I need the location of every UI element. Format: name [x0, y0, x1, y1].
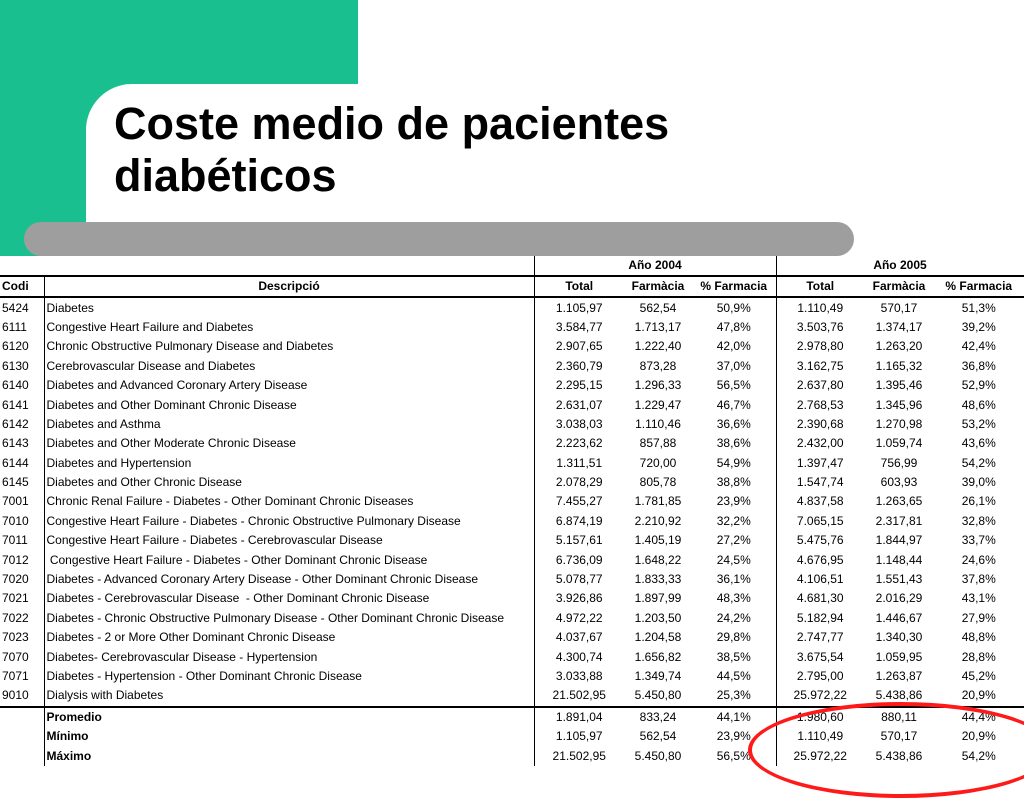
cell-total-2004: 3.926,86: [555, 591, 603, 606]
cell-pct-farmacia-2004: 23,9%: [692, 727, 776, 746]
cell-total-2004: 4.300,74: [555, 649, 603, 664]
cell-descripcio: Chronic Obstructive Pulmonary Disease and Diabetes: [44, 337, 534, 356]
cell-total-2005: 1.547,74: [796, 475, 844, 490]
cell-descripcio: Diabetes- Cerebrovascular Disease - Hypertension: [44, 647, 534, 666]
cell-codi: 7070: [0, 647, 44, 666]
cell-farmacia-2005: 1.345,96: [875, 397, 923, 412]
cell-farmacia-2004: 1.897,99: [634, 591, 682, 606]
cell-pct-farmacia-2005: 44,4%: [934, 707, 1024, 727]
cell-pct-farmacia-2004: 38,8%: [692, 473, 776, 492]
cell-farmacia-2005: 1.844,97: [875, 533, 923, 548]
cell-farmacia-2004: 805,78: [639, 475, 677, 490]
table-row: [0, 415, 1024, 434]
cell-pct-farmacia-2004: 25,3%: [692, 686, 776, 706]
cell-total-2005: 2.768,53: [796, 397, 844, 412]
col-header-total-2005: Total: [776, 276, 864, 297]
cell-total-2005: 2.390,68: [796, 416, 844, 431]
cell-codi: 6143: [0, 434, 44, 453]
cell-pct-farmacia-2005: 54,2%: [934, 746, 1024, 765]
cell-descripcio: Congestive Heart Failure - Diabetes - Cerebrovascular Disease: [44, 531, 534, 550]
cell-descripcio: Cerebrovascular Disease and Diabetes: [44, 357, 534, 376]
cell-total-2004: 5.157,61: [555, 533, 603, 548]
table-row: [0, 550, 1024, 569]
cell-total-2005: 1.397,47: [796, 455, 844, 470]
cell-pct-farmacia-2005: 53,2%: [934, 415, 1024, 434]
cell-pct-farmacia-2004: 44,1%: [692, 707, 776, 727]
cell-farmacia-2004: 1.648,22: [634, 552, 682, 567]
cell-total-2005: 4.837,58: [796, 494, 844, 509]
table-row: [0, 492, 1024, 511]
cell-farmacia-2004: 1.229,47: [634, 397, 682, 412]
cell-descripcio: Diabetes: [44, 297, 534, 317]
cell-total-2005: 7.065,15: [796, 513, 844, 528]
cell-descripcio: Diabetes - Advanced Coronary Artery Disease - Other Dominant Chronic Disease: [44, 570, 534, 589]
cell-farmacia-2004: 5.450,80: [634, 748, 682, 763]
cell-codi: 6144: [0, 454, 44, 473]
cell-farmacia-2005: 1.263,65: [875, 494, 923, 509]
cell-descripcio: Diabetes and Hypertension: [44, 454, 534, 473]
col-header-farmacia-2004: Farmàcia: [624, 276, 692, 297]
cell-descripcio: Dialysis with Diabetes: [44, 686, 534, 706]
cell-farmacia-2004: 1.349,74: [634, 669, 682, 683]
table-row: [0, 647, 1024, 666]
cell-codi: 6142: [0, 415, 44, 434]
cell-farmacia-2004: 1.203,50: [634, 610, 682, 625]
cell-total-2005: 25.972,22: [776, 686, 864, 706]
cell-pct-farmacia-2005: 27,9%: [934, 609, 1024, 628]
cell-pct-farmacia-2005: 48,6%: [934, 395, 1024, 414]
cell-pct-farmacia-2004: 38,6%: [692, 434, 776, 453]
cell-farmacia-2005: 1.263,87: [875, 669, 923, 683]
cell-pct-farmacia-2004: 42,0%: [692, 337, 776, 356]
cell-farmacia-2004: 720,00: [639, 455, 677, 470]
cell-total-2004: 6.874,19: [555, 513, 603, 528]
table-body: [0, 297, 1024, 706]
cell-total-2004: 2.078,29: [555, 475, 603, 490]
cell-farmacia-2004: 1.405,19: [634, 533, 682, 548]
cell-codi: 7001: [0, 492, 44, 511]
cell-total-2004: 2.360,79: [555, 358, 603, 373]
cell-farmacia-2004: 562,54: [639, 729, 677, 744]
cell-codi: 6141: [0, 395, 44, 414]
table-summary: [0, 707, 1024, 766]
year-header-row: [0, 256, 1024, 276]
cell-descripcio: Congestive Heart Failure - Diabetes - Other Dominant Chronic Disease: [44, 550, 534, 569]
cell-farmacia-2004: 873,28: [639, 358, 677, 373]
cell-descripcio: Diabetes and Advanced Coronary Artery Disease: [44, 376, 534, 395]
cell-pct-farmacia-2004: 24,5%: [692, 550, 776, 569]
cell-pct-farmacia-2005: 39,2%: [934, 318, 1024, 337]
cell-pct-farmacia-2005: 39,0%: [934, 473, 1024, 492]
cell-pct-farmacia-2004: 46,7%: [692, 395, 776, 414]
cell-total-2005: 1.110,49: [797, 729, 844, 744]
column-header-row: [0, 276, 1024, 297]
cell-codi: 7071: [0, 667, 44, 686]
cell-pct-farmacia-2004: 36,1%: [692, 570, 776, 589]
cell-total-2004: 1.105,97: [555, 729, 603, 744]
cell-pct-farmacia-2004: 29,8%: [692, 628, 776, 647]
cell-farmacia-2005: 2.317,81: [875, 513, 923, 528]
cell-farmacia-2004: 562,54: [639, 300, 677, 315]
summary-row: [0, 727, 1024, 746]
cell-codi: 7023: [0, 628, 44, 647]
slide-title-line-1: Coste medio de pacientes: [114, 98, 670, 149]
cell-codi: 6120: [0, 337, 44, 356]
cell-total-2004: 4.037,67: [555, 630, 603, 645]
cell-farmacia-2005: 2.016,29: [875, 591, 923, 606]
cell-pct-farmacia-2005: 20,9%: [934, 727, 1024, 746]
cell-total-2005: 1.110,49: [797, 300, 844, 315]
cell-farmacia-2004: 1.204,58: [634, 630, 682, 645]
cell-farmacia-2005: 880,11: [881, 709, 917, 724]
cell-descripcio: Diabetes - 2 or More Other Dominant Chronic Disease: [44, 628, 534, 647]
table-row: [0, 473, 1024, 492]
cell-pct-farmacia-2004: 47,8%: [692, 318, 776, 337]
cell-farmacia-2004: 1.833,33: [634, 572, 682, 587]
cell-total-2005: 4.676,95: [796, 552, 844, 567]
cell-pct-farmacia-2004: 48,3%: [692, 589, 776, 608]
cell-pct-farmacia-2005: 36,8%: [934, 357, 1024, 376]
cell-farmacia-2005: 5.438,86: [864, 686, 934, 706]
cell-farmacia-2005: 756,99: [880, 455, 918, 470]
cell-farmacia-2005: 570,17: [880, 729, 918, 744]
cell-total-2005: 25.972,22: [793, 748, 847, 763]
cell-codi: 6145: [0, 473, 44, 492]
cell-codi: 6111: [0, 318, 44, 337]
cell-total-2004: 3.584,77: [555, 319, 603, 334]
cell-pct-farmacia-2005: 26,1%: [934, 492, 1024, 511]
cell-descripcio: Chronic Renal Failure - Diabetes - Other Dominant Chronic Diseases: [44, 492, 534, 511]
table-row: [0, 570, 1024, 589]
cell-total-2004: 7.455,27: [555, 494, 603, 509]
col-header-codi: Codi: [0, 276, 44, 297]
cell-farmacia-2005: 603,93: [880, 475, 918, 490]
cell-farmacia-2005: 1.263,20: [875, 339, 923, 354]
cell-pct-farmacia-2004: 38,5%: [692, 647, 776, 666]
cell-total-2005: 1.980,60: [796, 709, 844, 724]
cell-total-2005: 2.795,00: [796, 669, 844, 683]
cell-total-2005: 3.675,54: [796, 649, 844, 664]
cell-farmacia-2004: 1.713,17: [634, 319, 682, 334]
cell-total-2005: 3.503,76: [796, 319, 844, 334]
cell-total-2005: 3.162,75: [796, 358, 844, 373]
cell-codi: 7020: [0, 570, 44, 589]
year-header-2004: Año 2004: [534, 256, 776, 276]
cell-total-2004: 1.311,51: [556, 455, 603, 470]
cell-total-2004: 6.736,09: [555, 552, 603, 567]
cell-descripcio: Diabetes - Chronic Obstructive Pulmonary Disease - Other Dominant Chronic Disease: [44, 609, 534, 628]
cell-total-2004: 4.972,22: [555, 610, 603, 625]
cell-total-2005: 5.182,94: [796, 610, 844, 625]
table-row: [0, 686, 1024, 706]
cell-codi: [0, 727, 44, 746]
cell-total-2004: 1.891,04: [555, 709, 603, 724]
cell-farmacia-2005: 1.395,46: [875, 378, 923, 393]
cost-table: [0, 256, 1024, 766]
cell-pct-farmacia-2004: 32,2%: [692, 512, 776, 531]
cell-farmacia-2005: 1.148,44: [875, 552, 923, 567]
cell-pct-farmacia-2005: 45,2%: [934, 667, 1024, 686]
slide-title-line-2: diabéticos: [114, 150, 337, 201]
table-row: [0, 667, 1024, 686]
cell-farmacia-2005: 1.059,74: [875, 436, 923, 451]
cell-total-2004: 1.105,97: [555, 300, 603, 315]
cell-total-2004: 21.502,95: [552, 748, 606, 763]
col-header-total-2004: Total: [534, 276, 624, 297]
cell-pct-farmacia-2005: 37,8%: [934, 570, 1024, 589]
cell-pct-farmacia-2004: 44,5%: [692, 667, 776, 686]
cell-codi: [0, 707, 44, 727]
cell-descripcio: Congestive Heart Failure and Diabetes: [44, 318, 534, 337]
table-row: [0, 357, 1024, 376]
cell-farmacia-2005: 570,17: [880, 300, 918, 315]
table-row: [0, 337, 1024, 356]
cell-pct-farmacia-2004: 56,5%: [692, 746, 776, 765]
cell-total-2005: 5.475,76: [796, 533, 844, 548]
cell-descripcio: Promedio: [44, 707, 534, 727]
cell-farmacia-2004: 1.656,82: [634, 649, 682, 664]
cell-pct-farmacia-2005: 51,3%: [934, 297, 1024, 317]
cell-pct-farmacia-2005: 24,6%: [934, 550, 1024, 569]
cell-total-2004: 5.078,77: [555, 572, 603, 587]
cell-pct-farmacia-2004: 36,6%: [692, 415, 776, 434]
cell-total-2004: 2.223,62: [555, 436, 603, 451]
cell-pct-farmacia-2005: 42,4%: [934, 337, 1024, 356]
cell-farmacia-2005: 1.270,98: [875, 416, 923, 431]
summary-row: [0, 746, 1024, 765]
col-header-pct-farmacia-2005: % Farmacia: [934, 276, 1024, 297]
cell-total-2005: 4.681,30: [796, 591, 844, 606]
cell-descripcio: Diabetes and Asthma: [44, 415, 534, 434]
year-header-blank: [0, 256, 534, 276]
cell-farmacia-2005: 1.165,32: [875, 358, 923, 373]
cell-pct-farmacia-2004: 23,9%: [692, 492, 776, 511]
cell-total-2004: 3.033,88: [555, 669, 603, 683]
table-row: [0, 297, 1024, 317]
cell-farmacia-2004: 833,24: [639, 709, 677, 724]
cell-total-2004: 2.295,15: [555, 378, 603, 393]
cell-descripcio: Mínimo: [44, 727, 534, 746]
decorative-gray-bar: [24, 222, 854, 256]
cell-codi: 7022: [0, 609, 44, 628]
cell-pct-farmacia-2004: 27,2%: [692, 531, 776, 550]
col-header-farmacia-2005: Farmàcia: [864, 276, 934, 297]
cell-codi: 7012: [0, 550, 44, 569]
col-header-pct-farmacia-2004: % Farmacia: [692, 276, 776, 297]
cell-farmacia-2005: 1.059,95: [875, 649, 923, 664]
cell-codi: 6140: [0, 376, 44, 395]
cell-codi: 9010: [0, 686, 44, 706]
cell-farmacia-2005: 1.551,43: [875, 572, 923, 587]
cell-codi: 7011: [0, 531, 44, 550]
table-row: [0, 434, 1024, 453]
cell-pct-farmacia-2005: 32,8%: [934, 512, 1024, 531]
cell-farmacia-2004: 2.210,92: [634, 513, 682, 528]
cell-pct-farmacia-2005: 33,7%: [934, 531, 1024, 550]
cell-farmacia-2005: 1.446,67: [875, 610, 923, 625]
cell-farmacia-2005: 1.374,17: [875, 319, 923, 334]
cell-farmacia-2005: 1.340,30: [875, 630, 923, 645]
cell-total-2005: 2.978,80: [796, 339, 844, 354]
cell-pct-farmacia-2005: 20,9%: [934, 686, 1024, 706]
cell-descripcio: Diabetes and Other Dominant Chronic Disease: [44, 395, 534, 414]
cell-total-2005: 2.747,77: [796, 630, 844, 645]
cell-descripcio: Congestive Heart Failure - Diabetes - Chronic Obstructive Pulmonary Disease: [44, 512, 534, 531]
col-header-descripcio: Descripció: [44, 276, 534, 297]
cell-pct-farmacia-2004: 56,5%: [692, 376, 776, 395]
summary-row: [0, 707, 1024, 727]
table-row: [0, 531, 1024, 550]
cell-pct-farmacia-2005: 28,8%: [934, 647, 1024, 666]
table-row: [0, 609, 1024, 628]
cell-descripcio: Diabetes and Other Chronic Disease: [44, 473, 534, 492]
cell-codi: 5424: [0, 297, 44, 317]
cell-codi: 7021: [0, 589, 44, 608]
cell-pct-farmacia-2005: 43,1%: [934, 589, 1024, 608]
cell-descripcio: Máximo: [44, 746, 534, 765]
cell-pct-farmacia-2004: 54,9%: [692, 454, 776, 473]
table-row: [0, 376, 1024, 395]
cell-codi: 7010: [0, 512, 44, 531]
cell-pct-farmacia-2005: 52,9%: [934, 376, 1024, 395]
table-row: [0, 628, 1024, 647]
cell-pct-farmacia-2004: 24,2%: [692, 609, 776, 628]
cell-codi: 6130: [0, 357, 44, 376]
cell-pct-farmacia-2004: 50,9%: [692, 297, 776, 317]
cell-total-2005: 2.432,00: [796, 436, 844, 451]
cell-descripcio: Diabetes and Other Moderate Chronic Disease: [44, 434, 534, 453]
cell-pct-farmacia-2005: 43,6%: [934, 434, 1024, 453]
cell-farmacia-2004: 1.110,46: [635, 416, 681, 431]
cell-farmacia-2005: 5.438,86: [875, 748, 923, 763]
year-header-2005: Año 2005: [776, 256, 1024, 276]
table-row: [0, 318, 1024, 337]
cell-total-2004: 2.907,65: [555, 339, 603, 354]
slide-title: [114, 98, 669, 202]
cell-total-2005: 4.106,51: [796, 572, 844, 587]
cell-pct-farmacia-2005: 48,8%: [934, 628, 1024, 647]
table-row: [0, 395, 1024, 414]
table-row: [0, 454, 1024, 473]
cell-farmacia-2004: 5.450,80: [624, 686, 692, 706]
cell-total-2005: 2.637,80: [796, 378, 844, 393]
cell-pct-farmacia-2005: 54,2%: [934, 454, 1024, 473]
cell-farmacia-2004: 1.781,85: [634, 494, 682, 509]
cell-descripcio: Diabetes - Hypertension - Other Dominant Chronic Disease: [44, 667, 534, 686]
table-row: [0, 589, 1024, 608]
cell-codi: [0, 746, 44, 765]
table-row: [0, 512, 1024, 531]
cell-farmacia-2004: 1.296,33: [634, 378, 682, 393]
cell-farmacia-2004: 1.222,40: [634, 339, 682, 354]
cell-farmacia-2004: 857,88: [639, 436, 677, 451]
cell-total-2004: 2.631,07: [555, 397, 603, 412]
cell-pct-farmacia-2004: 37,0%: [692, 357, 776, 376]
cell-total-2004: 3.038,03: [555, 416, 603, 431]
cell-descripcio: Diabetes - Cerebrovascular Disease - Other Dominant Chronic Disease: [44, 589, 534, 608]
cell-total-2004: 21.502,95: [534, 686, 624, 706]
